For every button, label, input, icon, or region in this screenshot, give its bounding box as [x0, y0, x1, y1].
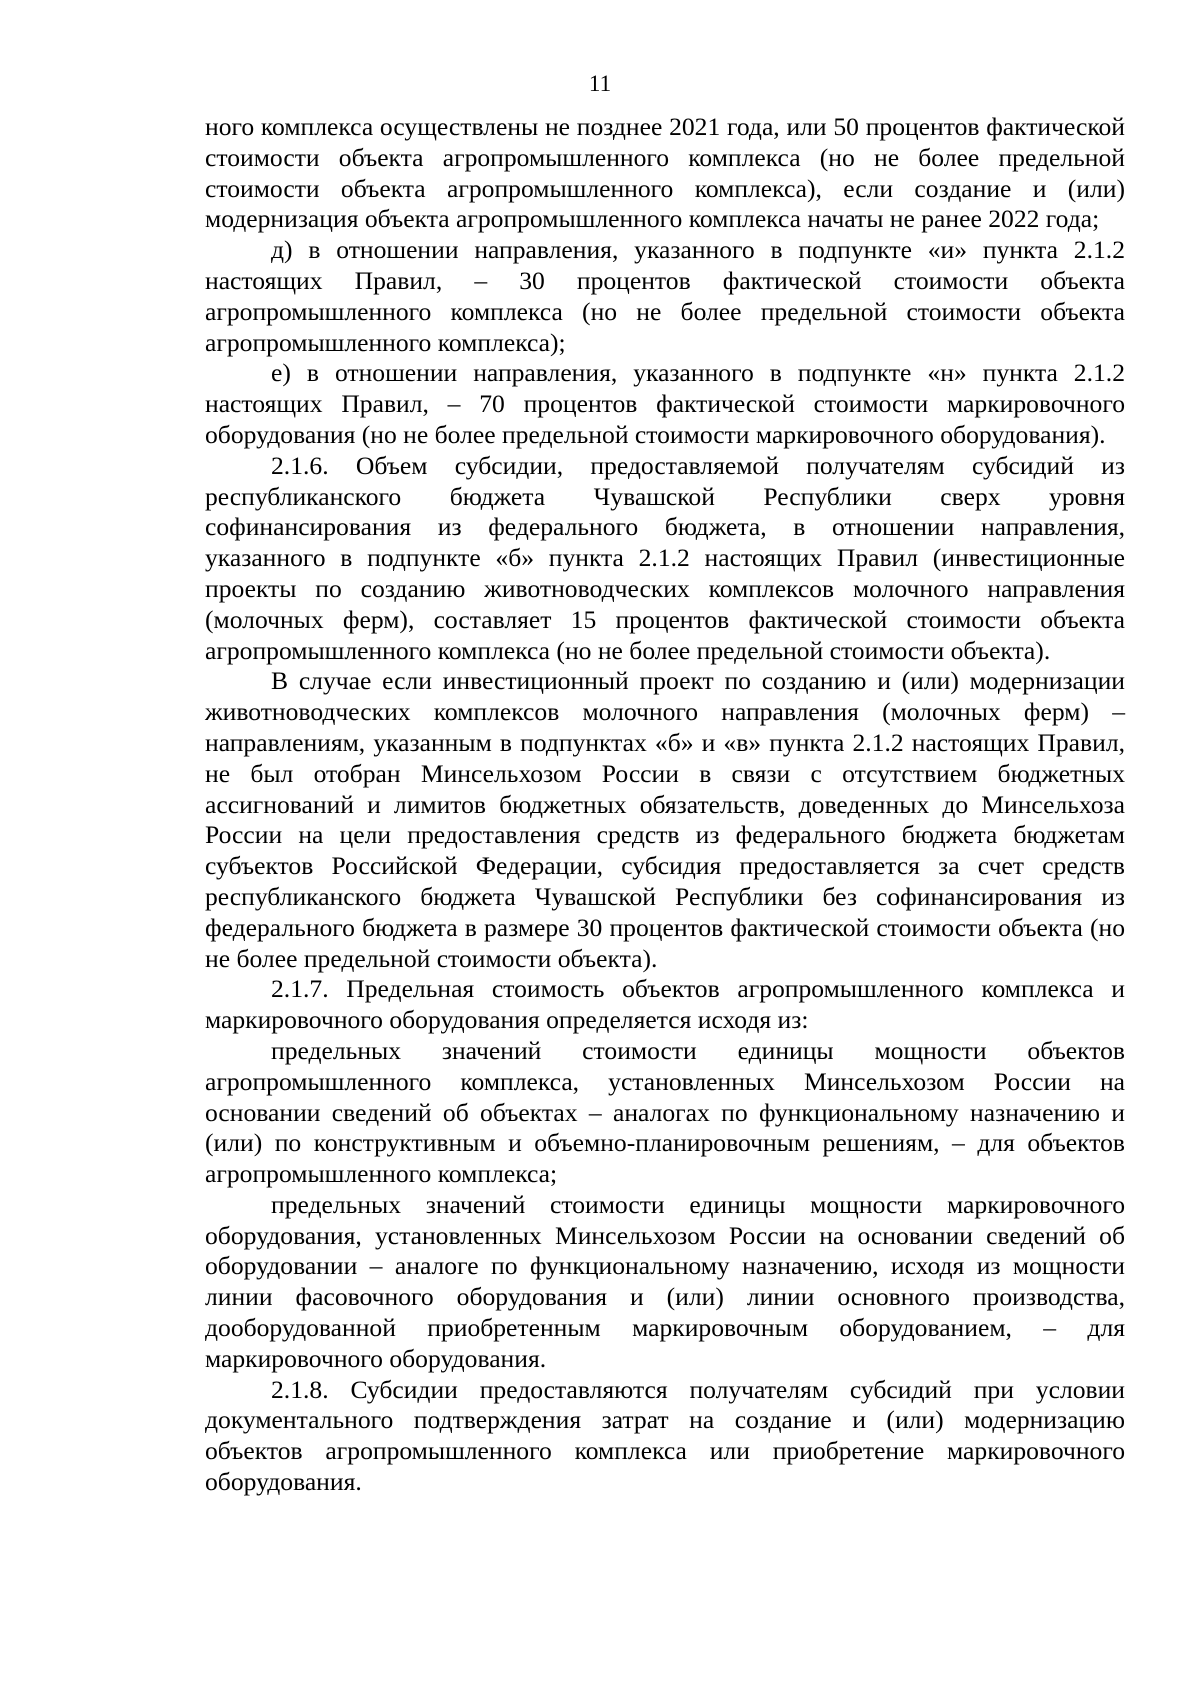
paragraph-subitem-d: д) в отношении направления, указанного в подпункте «и» пункта 2.1.2 настоящих Правил, – 30 процентов фактической стоимости объекта агропромышленного комплекса (но не более предельной стоимости объекта агропромышленного комплекса); [205, 235, 1125, 357]
paragraph-case-not-selected: В случае если инвестиционный проект по созданию и (или) модернизации животноводческих комплексов молочного направления (молочных ферм) – направлениям, указанным в подпунктах «б» и «в» пункта 2.1.2 настоящих Правил, не был отобран Минсельхозом России в связи с отсутствием бюджетных ассигнований и лимитов бюджетных обязательств, доведенных до Минсельхоза России на цели предоставления средств из федерального бюджета бюджетам субъектов Российской Федерации, субсидия предоставляется за счет средств республиканского бюджета Чувашской Республики без софинансирования из федерального бюджета в размере 30 процентов фактической стоимости объекта (но не более предельной стоимости объекта). [205, 666, 1125, 973]
paragraph-2-1-7: 2.1.7. Предельная стоимость объектов агропромышленного комплекса и маркировочного оборудования определяется исходя из: [205, 974, 1125, 1035]
paragraph-2-1-6: 2.1.6. Объем субсидии, предоставляемой получателям субсидий из республиканского бюджета Чувашской Республики сверх уровня софинансирования из федерального бюджета, в отношении направления, указанного в подпункте «б» пункта 2.1.2 настоящих Правил (инвестиционные проекты по созданию животноводческих комплексов молочного направления (молочных ферм), составляет 15 процентов фактической стоимости объекта агропромышленного комплекса (но не более предельной стоимости объекта). [205, 450, 1125, 665]
page-number: 11 [588, 71, 612, 96]
paragraph-subitem-e: е) в отношении направления, указанного в подпункте «н» пункта 2.1.2 настоящих Правил, – 70 процентов фактической стоимости маркировочного оборудования (но не более предельной стоимости маркировочного оборудования). [205, 358, 1125, 449]
paragraph-continuation: ного комплекса осуществлены не позднее 2021 года, или 50 процентов фактической стоимости объекта агропромышленного комплекса (но не более предельной стоимости объекта агропромышленного комплекса), если создание и (или) модернизация объекта агропромышленного комплекса начаты не ранее 2022 года; [205, 112, 1125, 234]
paragraph-limit-agro-objects: предельных значений стоимости единицы мощности объектов агропромышленного комплекса, установленных Минсельхозом России на основании сведений об объектах – аналогах по функциональному назначению и (или) по конструктивным и объемно-планировочным решениям, – для объектов агропромышленного комплекса; [205, 1035, 1125, 1189]
document-body [205, 112, 1125, 1498]
paragraph-2-1-8: 2.1.8. Субсидии предоставляются получателям субсидий при условии документального подтверждения затрат на создание и (или) модернизацию объектов агропромышленного комплекса или приобретение маркировочного оборудования. [205, 1374, 1125, 1497]
paragraph-limit-marking-equipment: предельных значений стоимости единицы мощности маркировочного оборудования, установленных Минсельхозом России на основании сведений об оборудовании – аналоге по функциональному назначению, исходя из мощности линии фасовочного оборудования и (или) линии основного производства, дооборудованной приобретенным маркировочным оборудованием, – для маркировочного оборудования. [205, 1189, 1125, 1373]
